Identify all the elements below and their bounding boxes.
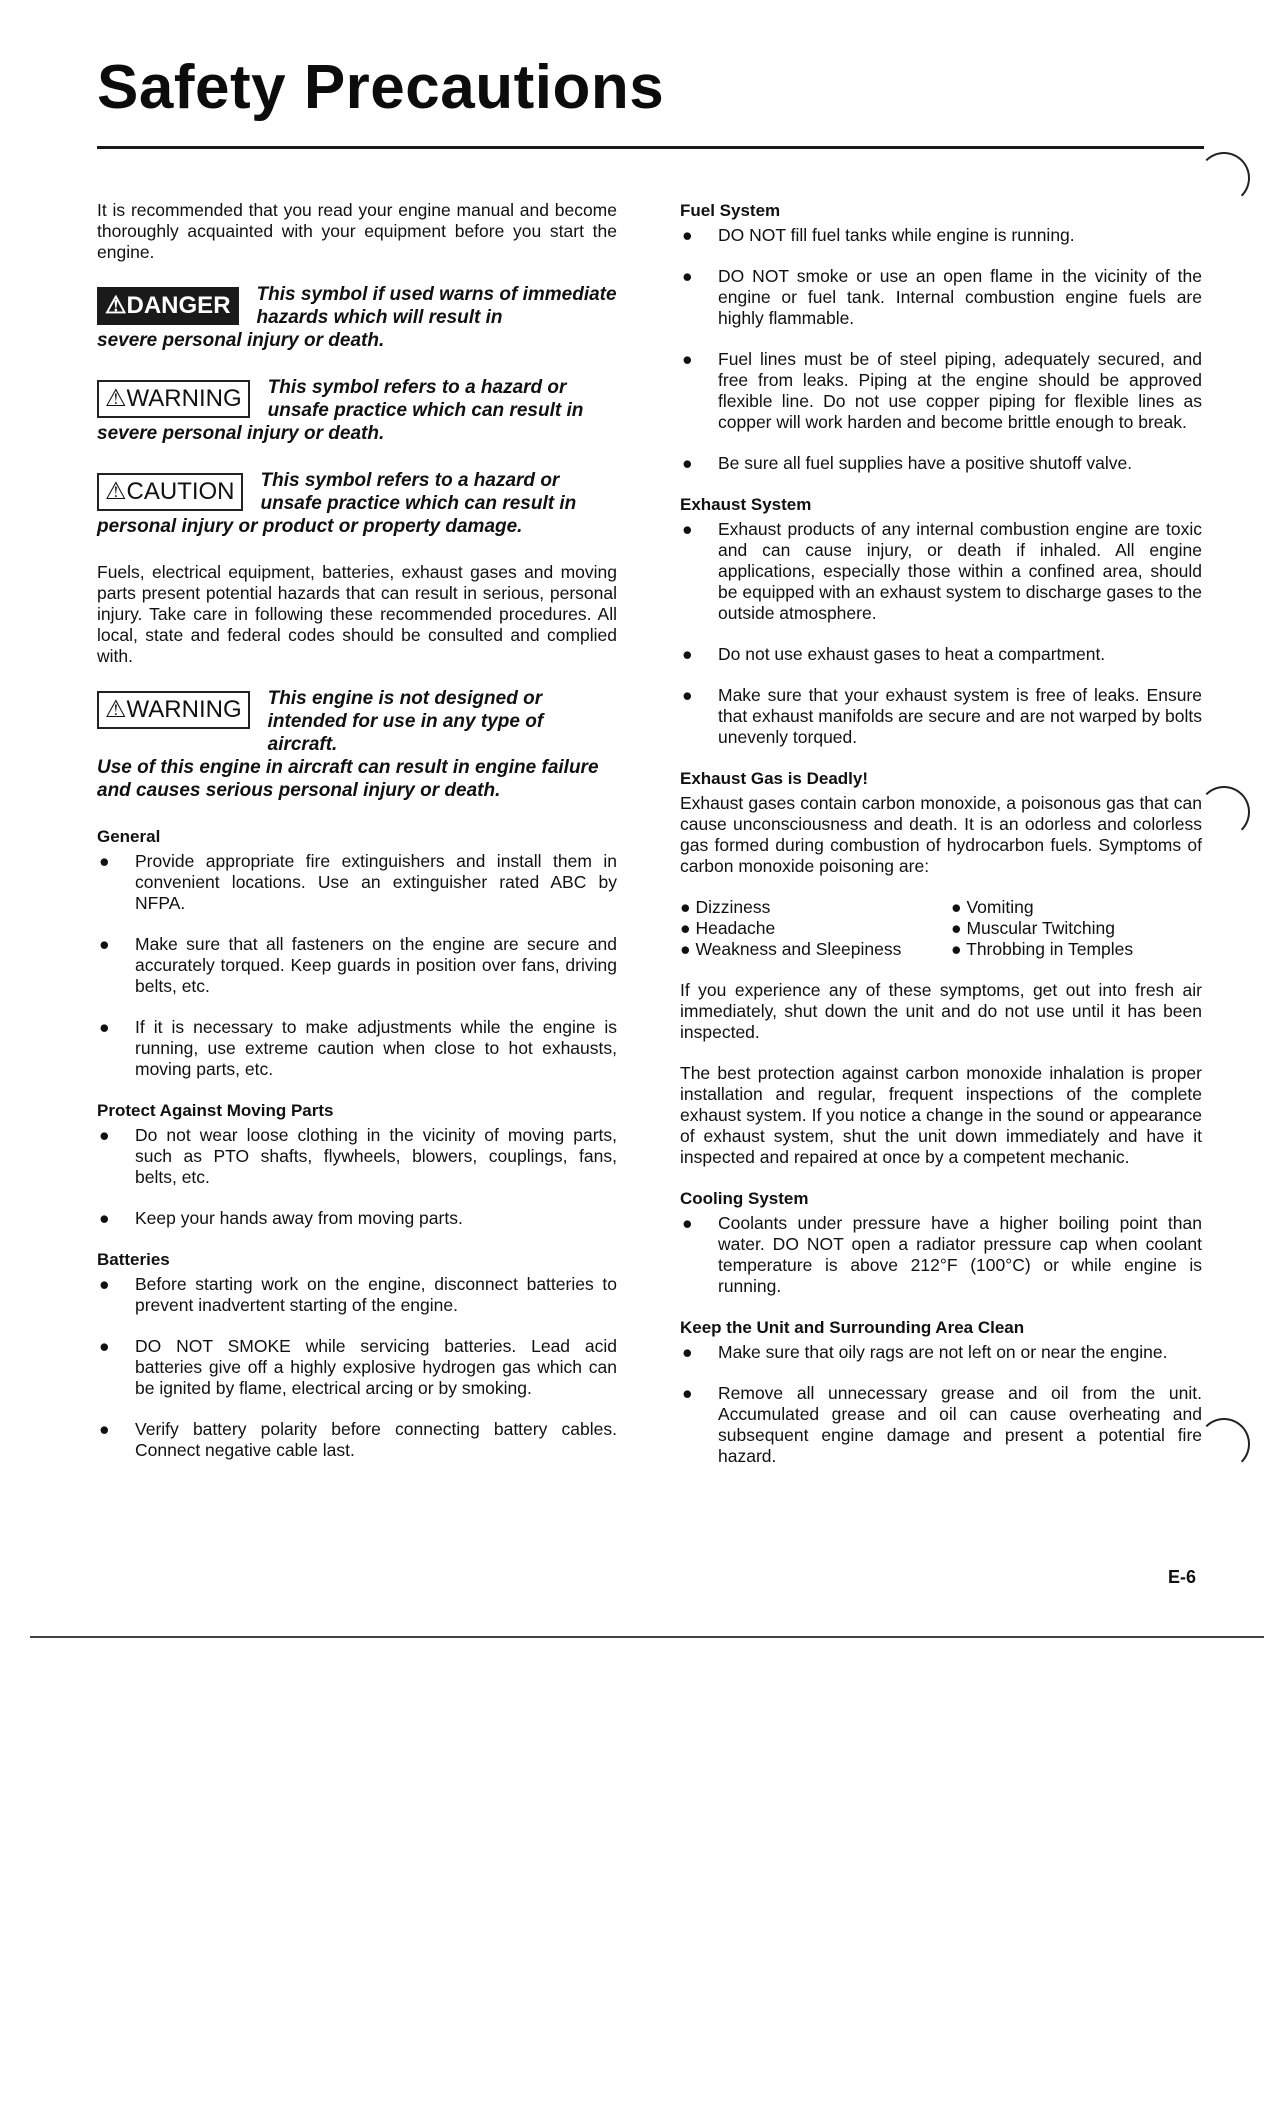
warning-symbol-block (97, 376, 617, 445)
list-item: ● Fuel lines must be of steel piping, adequately secured, and free from leaks. Piping at the engine should be approved flexible line. Do not use copper piping for flexible lines as copper will work harden and become brittle enough to break. (682, 349, 1202, 432)
aircraft-warning-block (97, 687, 617, 802)
caution-symbol-block (97, 469, 617, 538)
bullet-icon: ● (682, 1342, 693, 1362)
cooling-system-section (680, 1188, 1202, 1297)
bullet-icon: ● (682, 225, 693, 245)
warning-triangle-icon: ⚠ (105, 696, 127, 723)
caution-description: This symbol refers to a hazard or unsafe practice which can result in (260, 470, 577, 514)
warning-description: This symbol refers to a hazard or unsafe practice which can result in (267, 377, 584, 421)
list-item: ● Provide appropriate fire extinguishers and install them in convenient locations. Use an extinguisher rated ABC by NFPA. (99, 851, 617, 913)
bullet-icon: ● (680, 918, 691, 938)
list-item: ● Make sure that all fasteners on the engine are secure and accurately torqued. Keep guards in position over fans, driving belts, etc. (99, 934, 617, 996)
page-title: Safety Precautions (97, 53, 665, 122)
symptoms-advice-paragraph: If you experience any of these symptoms, get out into fresh air immediately, shut down the unit and do not use until it has been inspected. (680, 980, 1202, 1042)
keep-clean-section (680, 1317, 1202, 1467)
exhaust-gas-paragraph: Exhaust gases contain carbon monoxide, a poisonous gas that can cause unconsciousness and death. It is an odorless and colorless gas formed during combustion of hydrocarbon fuels. Symptoms of carbon monoxide poisoning are: (680, 793, 1202, 876)
list-item: ● Weakness and Sleepiness (680, 939, 902, 959)
bullet-icon: ● (682, 453, 693, 473)
list-item: ● Muscular Twitching (951, 918, 1115, 938)
bullet-icon: ● (99, 1125, 110, 1145)
fuel-system-section (680, 200, 1202, 474)
danger-description: This symbol if used warns of immediate hazards which will result in (256, 284, 617, 328)
intro-paragraph: It is recommended that you read your engine manual and become thoroughly acquainted with your equipment before you start the engine. (97, 200, 617, 262)
exhaust-system-section (680, 494, 1202, 748)
bullet-icon: ● (99, 1274, 110, 1294)
warning-description-cont: severe personal injury or death. (97, 423, 385, 444)
list-item: ● Before starting work on the engine, disconnect batteries to prevent inadvertent starting of the engine. (99, 1274, 617, 1315)
warning-triangle-icon: ⚠ (105, 478, 127, 505)
list-item: ● Verify battery polarity before connecting battery cables. Connect negative cable last. (99, 1419, 617, 1460)
danger-badge: ⚠DANGER (97, 287, 239, 325)
bullet-icon: ● (99, 1017, 110, 1037)
list-item: ● Do not wear loose clothing in the vicinity of moving parts, such as PTO shafts, flywheels, blowers, couplings, fans, belts, etc. (99, 1125, 617, 1187)
general-section (97, 826, 617, 1080)
danger-symbol-block (97, 283, 617, 352)
aircraft-warning-badge: ⚠WARNING (97, 691, 250, 729)
bullet-icon: ● (682, 519, 693, 539)
bullet-icon: ● (99, 1419, 110, 1439)
warning-badge: ⚠WARNING (97, 380, 250, 418)
fuels-paragraph: Fuels, electrical equipment, batteries, exhaust gases and moving parts present potential hazards that can result in serious, personal injury. Take care in following these recommended procedures. All local, state and federal codes should be consulted and complied with. (97, 562, 617, 666)
moving-parts-section (97, 1100, 617, 1229)
bullet-icon: ● (99, 934, 110, 954)
section-heading: Exhaust System (680, 495, 812, 514)
bottom-rule (30, 1636, 1264, 1638)
binder-curl-mark (1198, 1418, 1250, 1470)
caution-description-cont: personal injury or product or property damage. (97, 516, 523, 537)
list-item: ● Vomiting (951, 897, 1034, 917)
caution-badge: ⚠CAUTION (97, 473, 243, 511)
symptoms-list (680, 897, 1202, 960)
list-item: ● Dizziness (680, 897, 771, 917)
section-heading: Batteries (97, 1250, 170, 1269)
list-item: ● Make sure that your exhaust system is free of leaks. Ensure that exhaust manifolds are secure and are not warped by bolts unevenly torqued. (682, 685, 1202, 747)
list-item: ● Do not use exhaust gases to heat a compartment. (682, 644, 1106, 664)
bullet-icon: ● (682, 685, 693, 705)
bullet-icon: ● (99, 1208, 110, 1228)
warning-triangle-icon: ⚠ (105, 385, 127, 412)
list-item: ● Remove all unnecessary grease and oil from the unit. Accumulated grease and oil can cause overheating and subsequent engine damage and present a potential fire hazard. (682, 1383, 1202, 1466)
section-heading: General (97, 827, 161, 846)
section-heading: Protect Against Moving Parts (97, 1101, 334, 1120)
list-item: ● Be sure all fuel supplies have a positive shutoff valve. (682, 453, 1133, 473)
bullet-icon: ● (99, 851, 110, 871)
bullet-icon: ● (682, 1383, 693, 1403)
exhaust-gas-section (680, 768, 1202, 1168)
list-item: ● Throbbing in Temples (951, 939, 1134, 959)
list-item: ● DO NOT smoke or use an open flame in the vicinity of the engine or fuel tank. Internal combustion engine fuels are highly flammable. (682, 266, 1202, 328)
section-heading: Exhaust Gas is Deadly! (680, 769, 869, 788)
list-item: ● DO NOT SMOKE while servicing batteries. Lead acid batteries give off a highly explosive hydrogen gas which can be ignited by flame, electrical arcing or by smoking. (99, 1336, 617, 1398)
title-rule (97, 146, 1204, 149)
list-item: ● Headache (680, 918, 776, 938)
binder-curl-mark (1198, 152, 1250, 204)
section-heading: Cooling System (680, 1189, 809, 1208)
batteries-section (97, 1249, 617, 1461)
right-column (680, 200, 1202, 1487)
bullet-icon: ● (682, 349, 693, 369)
list-item: ● DO NOT fill fuel tanks while engine is running. (682, 225, 1075, 245)
aircraft-warning-text: This engine is not designed or intended for use in any type of aircraft. (267, 688, 544, 755)
bullet-icon: ● (99, 1336, 110, 1356)
bullet-icon: ● (680, 939, 691, 959)
left-column (97, 200, 617, 1481)
bullet-icon: ● (951, 918, 962, 938)
bullet-icon: ● (682, 644, 693, 664)
bullet-icon: ● (680, 897, 691, 917)
list-item: ● Make sure that oily rags are not left on or near the engine. (682, 1342, 1168, 1362)
binder-curl-mark (1198, 786, 1250, 838)
danger-description-cont: severe personal injury or death. (97, 330, 385, 351)
section-heading: Fuel System (680, 201, 781, 220)
bullet-icon: ● (682, 266, 693, 286)
warning-triangle-icon: ⚠ (105, 292, 127, 319)
list-item: ● Coolants under pressure have a higher boiling point than water. DO NOT open a radiator pressure cap when coolant temperature is above 212°F (100°C) or while engine is running. (682, 1213, 1202, 1296)
bullet-icon: ● (951, 897, 962, 917)
bullet-icon: ● (951, 939, 962, 959)
list-item: ● Keep your hands away from moving parts. (99, 1208, 463, 1228)
bullet-icon: ● (682, 1213, 693, 1233)
page-number: E-6 (1168, 1567, 1197, 1587)
list-item: ● Exhaust products of any internal combustion engine are toxic and can cause injury, or death if inhaled. All engine applications, especially those within a confined area, should be equipped with an exhaust system to discharge gases to the outside atmosphere. (682, 519, 1202, 623)
section-heading: Keep the Unit and Surrounding Area Clean (680, 1318, 1025, 1337)
list-item: ● If it is necessary to make adjustments while the engine is running, use extreme caution when close to hot exhausts, moving parts, etc. (99, 1017, 617, 1079)
aircraft-warning-text-cont: Use of this engine in aircraft can result in engine failure and causes serious personal injury or death. (97, 757, 599, 801)
protection-paragraph: The best protection against carbon monoxide inhalation is proper installation and regular, frequent inspections of the complete exhaust system. If you notice a change in the sound or appearance of exhaust system, shut the unit down immediately and have it inspected and repaired at once by a competent mechanic. (680, 1063, 1202, 1167)
